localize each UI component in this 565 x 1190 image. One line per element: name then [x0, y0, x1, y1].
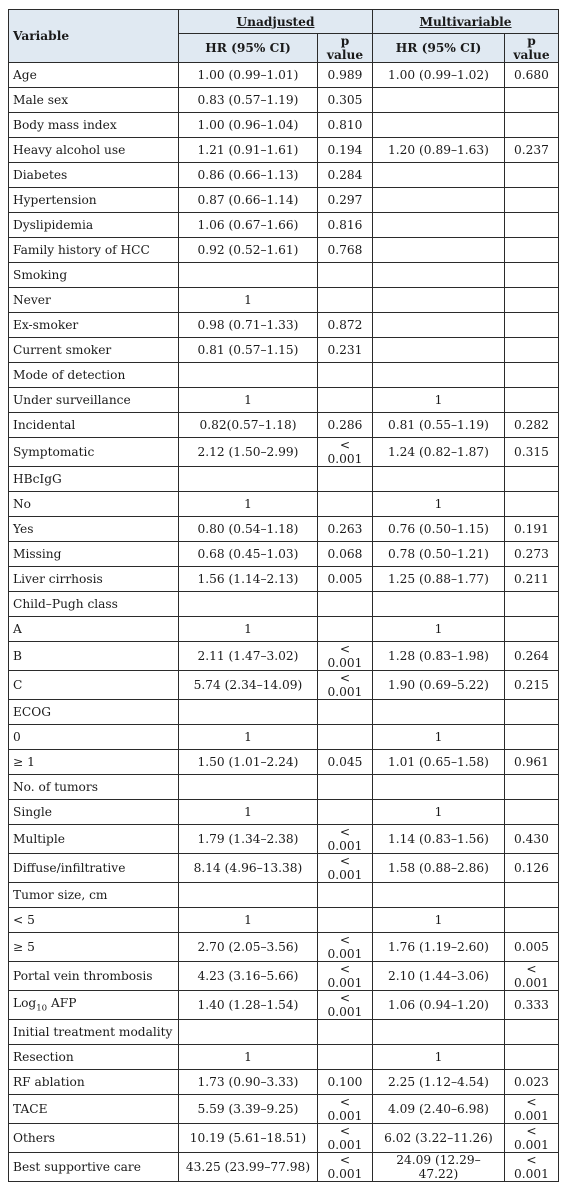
unadjusted-p-cell: < 0.001: [318, 825, 373, 854]
unadjusted-hr-cell: 10.19 (5.61–18.51): [179, 1124, 318, 1153]
table-row: [9, 263, 559, 288]
table-row: [9, 854, 559, 883]
table-row: [9, 775, 559, 800]
variable-header: Variable: [9, 10, 179, 63]
table-row: [9, 1153, 559, 1182]
variable-cell: Single: [9, 800, 179, 825]
table-row: [9, 908, 559, 933]
table-row: [9, 617, 559, 642]
table-row: [9, 492, 559, 517]
multivariable-hr-cell: 2.10 (1.44–3.06): [373, 962, 505, 991]
multivariable-p-cell: [505, 313, 559, 338]
unadjusted-p-cell: 0.768: [318, 238, 373, 263]
hazard-ratio-table: [8, 9, 559, 1182]
variable-cell: Portal vein thrombosis: [9, 962, 179, 991]
variable-cell: ≥ 1: [9, 750, 179, 775]
table-row: [9, 238, 559, 263]
unadjusted-p-cell: < 0.001: [318, 1095, 373, 1124]
variable-cell: Under surveillance: [9, 388, 179, 413]
unadjusted-hr-cell: 1: [179, 725, 318, 750]
multivariable-hr-cell: 1.01 (0.65–1.58): [373, 750, 505, 775]
variable-cell: Diffuse/infiltrative: [9, 854, 179, 883]
variable-cell: RF ablation: [9, 1070, 179, 1095]
multivariable-p-cell: [505, 908, 559, 933]
variable-cell: Resection: [9, 1045, 179, 1070]
multivariable-header-label: Multivariable: [419, 14, 512, 29]
variable-cell: Incidental: [9, 413, 179, 438]
unadjusted-p-cell: < 0.001: [318, 1153, 373, 1182]
multivariable-header: [373, 10, 559, 34]
unadjusted-hr-cell: 5.59 (3.39–9.25): [179, 1095, 318, 1124]
multivariable-hr-cell: 1.28 (0.83–1.98): [373, 642, 505, 671]
table-row: [9, 725, 559, 750]
multivariable-p-cell: 0.273: [505, 542, 559, 567]
unadjusted-hr-cell: 1: [179, 388, 318, 413]
multivariable-hr-cell: 1.06 (0.94–1.20): [373, 991, 505, 1020]
unadjusted-hr-cell: 2.70 (2.05–3.56): [179, 933, 318, 962]
multivariable-hr-cell: 1: [373, 800, 505, 825]
multivariable-hr-cell: 0.78 (0.50–1.21): [373, 542, 505, 567]
unadjusted-p-cell: [318, 1020, 373, 1045]
unadjusted-p-cell: < 0.001: [318, 991, 373, 1020]
table-row: [9, 517, 559, 542]
multivariable-p-cell: [505, 1045, 559, 1070]
multivariable-hr-cell: [373, 775, 505, 800]
unadjusted-p-cell: < 0.001: [318, 962, 373, 991]
unadjusted-p-cell: [318, 725, 373, 750]
multivariable-p-cell: [505, 188, 559, 213]
multivariable-p-cell: [505, 288, 559, 313]
unadjusted-hr-cell: 2.12 (1.50–2.99): [179, 438, 318, 467]
variable-cell: Smoking: [9, 263, 179, 288]
unadjusted-p-cell: < 0.001: [318, 933, 373, 962]
multivariable-p-cell: 0.430: [505, 825, 559, 854]
multivariable-hr-cell: [373, 88, 505, 113]
variable-cell: No. of tumors: [9, 775, 179, 800]
unadjusted-p-cell: 0.305: [318, 88, 373, 113]
multivariable-p-cell: [505, 388, 559, 413]
multivariable-p-cell: 0.126: [505, 854, 559, 883]
table-row: [9, 991, 559, 1020]
multivariable-p-cell: [505, 263, 559, 288]
multivariable-hr-cell: [373, 263, 505, 288]
variable-cell: Multiple: [9, 825, 179, 854]
table-row: [9, 542, 559, 567]
unadjusted-p-cell: [318, 1045, 373, 1070]
variable-cell: ECOG: [9, 700, 179, 725]
multivariable-p-header: p value: [505, 34, 559, 63]
unadjusted-p-cell: 0.045: [318, 750, 373, 775]
table-row: [9, 750, 559, 775]
table-row: [9, 700, 559, 725]
header-row-groups: [9, 10, 559, 34]
multivariable-hr-cell: [373, 313, 505, 338]
unadjusted-hr-cell: 1.00 (0.99–1.01): [179, 63, 318, 88]
multivariable-hr-cell: [373, 238, 505, 263]
multivariable-hr-cell: 0.81 (0.55–1.19): [373, 413, 505, 438]
multivariable-hr-cell: 1.14 (0.83–1.56): [373, 825, 505, 854]
unadjusted-p-header: p value: [318, 34, 373, 63]
unadjusted-p-cell: [318, 263, 373, 288]
unadjusted-hr-cell: 1.06 (0.67–1.66): [179, 213, 318, 238]
multivariable-hr-cell: 1: [373, 908, 505, 933]
multivariable-p-cell: [505, 492, 559, 517]
variable-cell: C: [9, 671, 179, 700]
variable-cell: Never: [9, 288, 179, 313]
unadjusted-p-cell: [318, 288, 373, 313]
table-row: [9, 962, 559, 991]
unadjusted-hr-cell: [179, 1020, 318, 1045]
unadjusted-hr-cell: 1: [179, 617, 318, 642]
unadjusted-p-cell: [318, 363, 373, 388]
variable-cell: Best supportive care: [9, 1153, 179, 1182]
multivariable-p-cell: [505, 238, 559, 263]
unadjusted-p-cell: [318, 617, 373, 642]
multivariable-hr-cell: [373, 288, 505, 313]
multivariable-p-cell: [505, 617, 559, 642]
variable-cell: No: [9, 492, 179, 517]
unadjusted-hr-cell: 1.73 (0.90–3.33): [179, 1070, 318, 1095]
multivariable-p-cell: [505, 725, 559, 750]
table-row: [9, 933, 559, 962]
unadjusted-p-cell: 0.810: [318, 113, 373, 138]
unadjusted-hr-cell: [179, 263, 318, 288]
variable-cell: 0: [9, 725, 179, 750]
unadjusted-p-cell: 0.297: [318, 188, 373, 213]
variable-cell: B: [9, 642, 179, 671]
variable-cell: Child–Pugh class: [9, 592, 179, 617]
table-row: [9, 467, 559, 492]
unadjusted-hr-cell: 1.00 (0.96–1.04): [179, 113, 318, 138]
unadjusted-hr-cell: [179, 700, 318, 725]
multivariable-p-cell: < 0.001: [505, 1153, 559, 1182]
variable-cell: Hypertension: [9, 188, 179, 213]
multivariable-p-cell: [505, 113, 559, 138]
multivariable-p-cell: [505, 467, 559, 492]
unadjusted-hr-cell: 0.80 (0.54–1.18): [179, 517, 318, 542]
multivariable-hr-cell: 24.09 (12.29–47.22): [373, 1153, 505, 1182]
unadjusted-hr-cell: 8.14 (4.96–13.38): [179, 854, 318, 883]
variable-cell: Current smoker: [9, 338, 179, 363]
unadjusted-p-cell: < 0.001: [318, 438, 373, 467]
unadjusted-hr-cell: [179, 592, 318, 617]
unadjusted-p-cell: [318, 775, 373, 800]
unadjusted-header: [179, 10, 373, 34]
unadjusted-hr-cell: 2.11 (1.47–3.02): [179, 642, 318, 671]
unadjusted-hr-cell: [179, 883, 318, 908]
unadjusted-hr-cell: 4.23 (3.16–5.66): [179, 962, 318, 991]
multivariable-p-cell: 0.023: [505, 1070, 559, 1095]
unadjusted-hr-cell: 1: [179, 908, 318, 933]
table-row: [9, 438, 559, 467]
unadjusted-hr-header: HR (95% CI): [179, 34, 318, 63]
unadjusted-p-cell: < 0.001: [318, 854, 373, 883]
multivariable-hr-cell: 1: [373, 725, 505, 750]
table-row: [9, 113, 559, 138]
unadjusted-hr-cell: 0.81 (0.57–1.15): [179, 338, 318, 363]
table-row: [9, 188, 559, 213]
multivariable-hr-cell: [373, 363, 505, 388]
unadjusted-p-cell: [318, 700, 373, 725]
unadjusted-header-label: Unadjusted: [236, 14, 315, 29]
unadjusted-p-cell: [318, 883, 373, 908]
multivariable-p-cell: [505, 213, 559, 238]
table-row: [9, 163, 559, 188]
multivariable-p-cell: [505, 800, 559, 825]
table-row: [9, 338, 559, 363]
multivariable-hr-cell: 1.24 (0.82–1.87): [373, 438, 505, 467]
multivariable-p-cell: [505, 775, 559, 800]
unadjusted-hr-cell: 0.82(0.57–1.18): [179, 413, 318, 438]
multivariable-p-cell: 0.680: [505, 63, 559, 88]
multivariable-hr-cell: [373, 883, 505, 908]
multivariable-p-cell: 0.315: [505, 438, 559, 467]
multivariable-p-cell: 0.961: [505, 750, 559, 775]
table-row: [9, 1070, 559, 1095]
unadjusted-hr-cell: 0.98 (0.71–1.33): [179, 313, 318, 338]
unadjusted-hr-cell: 0.86 (0.66–1.13): [179, 163, 318, 188]
unadjusted-hr-cell: 1.56 (1.14–2.13): [179, 567, 318, 592]
multivariable-p-cell: [505, 163, 559, 188]
variable-cell: Body mass index: [9, 113, 179, 138]
multivariable-p-cell: < 0.001: [505, 962, 559, 991]
multivariable-hr-cell: 1.00 (0.99–1.02): [373, 63, 505, 88]
table-row: [9, 1045, 559, 1070]
multivariable-p-cell: [505, 700, 559, 725]
multivariable-hr-cell: [373, 213, 505, 238]
multivariable-hr-cell: [373, 188, 505, 213]
table-row: [9, 388, 559, 413]
multivariable-hr-cell: 1: [373, 1045, 505, 1070]
table-row: [9, 825, 559, 854]
multivariable-hr-cell: [373, 163, 505, 188]
table-row: [9, 88, 559, 113]
multivariable-p-cell: 0.215: [505, 671, 559, 700]
multivariable-hr-cell: 1.90 (0.69–5.22): [373, 671, 505, 700]
variable-cell: Yes: [9, 517, 179, 542]
unadjusted-p-cell: 0.816: [318, 213, 373, 238]
multivariable-hr-cell: 1.20 (0.89–1.63): [373, 138, 505, 163]
table-row: [9, 1124, 559, 1153]
unadjusted-p-cell: 0.872: [318, 313, 373, 338]
variable-cell: TACE: [9, 1095, 179, 1124]
unadjusted-p-cell: [318, 388, 373, 413]
table-row: [9, 883, 559, 908]
unadjusted-p-cell: 0.068: [318, 542, 373, 567]
variable-cell: HBcIgG: [9, 467, 179, 492]
multivariable-hr-cell: 0.76 (0.50–1.15): [373, 517, 505, 542]
variable-cell: Male sex: [9, 88, 179, 113]
table-row: [9, 567, 559, 592]
multivariable-p-cell: 0.282: [505, 413, 559, 438]
multivariable-hr-cell: 2.25 (1.12–4.54): [373, 1070, 505, 1095]
table-row: [9, 413, 559, 438]
table-body: [9, 63, 559, 1182]
unadjusted-hr-cell: 1: [179, 492, 318, 517]
unadjusted-p-cell: 0.286: [318, 413, 373, 438]
table-row: [9, 213, 559, 238]
variable-cell: A: [9, 617, 179, 642]
multivariable-p-cell: [505, 88, 559, 113]
variable-cell: < 5: [9, 908, 179, 933]
table-row: [9, 1020, 559, 1045]
multivariable-p-cell: 0.211: [505, 567, 559, 592]
table-row: [9, 1095, 559, 1124]
unadjusted-p-cell: [318, 492, 373, 517]
multivariable-p-cell: [505, 1020, 559, 1045]
unadjusted-hr-cell: [179, 775, 318, 800]
unadjusted-hr-cell: 0.68 (0.45–1.03): [179, 542, 318, 567]
multivariable-hr-cell: [373, 1020, 505, 1045]
unadjusted-p-cell: 0.989: [318, 63, 373, 88]
unadjusted-hr-cell: [179, 363, 318, 388]
multivariable-p-cell: [505, 363, 559, 388]
multivariable-p-cell: [505, 338, 559, 363]
multivariable-p-cell: 0.237: [505, 138, 559, 163]
multivariable-hr-cell: 1.76 (1.19–2.60): [373, 933, 505, 962]
unadjusted-hr-cell: 0.87 (0.66–1.14): [179, 188, 318, 213]
variable-cell: Dyslipidemia: [9, 213, 179, 238]
unadjusted-hr-cell: 1: [179, 1045, 318, 1070]
unadjusted-hr-cell: 1.40 (1.28–1.54): [179, 991, 318, 1020]
unadjusted-p-cell: < 0.001: [318, 1124, 373, 1153]
variable-cell: ≥ 5: [9, 933, 179, 962]
multivariable-hr-header: HR (95% CI): [373, 34, 505, 63]
unadjusted-hr-cell: 1.79 (1.34–2.38): [179, 825, 318, 854]
unadjusted-p-cell: [318, 800, 373, 825]
multivariable-p-cell: 0.191: [505, 517, 559, 542]
variable-cell: Log$_{10}$ AFP: [9, 991, 179, 1020]
multivariable-hr-cell: 1: [373, 617, 505, 642]
multivariable-hr-cell: 1: [373, 492, 505, 517]
table-row: [9, 800, 559, 825]
variable-cell: Missing: [9, 542, 179, 567]
unadjusted-hr-cell: 43.25 (23.99–77.98): [179, 1153, 318, 1182]
unadjusted-p-cell: [318, 467, 373, 492]
multivariable-hr-cell: 1: [373, 388, 505, 413]
multivariable-hr-cell: [373, 467, 505, 492]
unadjusted-p-cell: [318, 908, 373, 933]
table-row: [9, 642, 559, 671]
table-row: [9, 63, 559, 88]
multivariable-p-cell: [505, 592, 559, 617]
variable-cell: Heavy alcohol use: [9, 138, 179, 163]
multivariable-hr-cell: 4.09 (2.40–6.98): [373, 1095, 505, 1124]
unadjusted-p-cell: 0.100: [318, 1070, 373, 1095]
unadjusted-hr-cell: 1.21 (0.91–1.61): [179, 138, 318, 163]
unadjusted-hr-cell: 5.74 (2.34–14.09): [179, 671, 318, 700]
unadjusted-hr-cell: 0.92 (0.52–1.61): [179, 238, 318, 263]
variable-cell: Liver cirrhosis: [9, 567, 179, 592]
unadjusted-p-cell: < 0.001: [318, 642, 373, 671]
variable-cell: Family history of HCC: [9, 238, 179, 263]
table-row: [9, 363, 559, 388]
multivariable-p-cell: < 0.001: [505, 1095, 559, 1124]
table-row: [9, 138, 559, 163]
table-row: [9, 313, 559, 338]
multivariable-p-cell: 0.333: [505, 991, 559, 1020]
multivariable-p-cell: [505, 883, 559, 908]
unadjusted-p-cell: < 0.001: [318, 671, 373, 700]
variable-cell: Diabetes: [9, 163, 179, 188]
unadjusted-hr-cell: 0.83 (0.57–1.19): [179, 88, 318, 113]
unadjusted-hr-cell: [179, 467, 318, 492]
unadjusted-p-cell: 0.005: [318, 567, 373, 592]
variable-cell: Symptomatic: [9, 438, 179, 467]
variable-cell: Age: [9, 63, 179, 88]
unadjusted-hr-cell: 1.50 (1.01–2.24): [179, 750, 318, 775]
table-row: [9, 671, 559, 700]
table-row: [9, 288, 559, 313]
multivariable-hr-cell: 6.02 (3.22–11.26): [373, 1124, 505, 1153]
variable-cell: Initial treatment modality: [9, 1020, 179, 1045]
unadjusted-hr-cell: 1: [179, 288, 318, 313]
variable-cell: Ex-smoker: [9, 313, 179, 338]
multivariable-hr-cell: [373, 338, 505, 363]
multivariable-p-cell: 0.264: [505, 642, 559, 671]
unadjusted-hr-cell: 1: [179, 800, 318, 825]
multivariable-p-cell: 0.005: [505, 933, 559, 962]
unadjusted-p-cell: 0.284: [318, 163, 373, 188]
multivariable-hr-cell: 1.25 (0.88–1.77): [373, 567, 505, 592]
unadjusted-p-cell: [318, 592, 373, 617]
variable-cell: Mode of detection: [9, 363, 179, 388]
unadjusted-p-cell: 0.263: [318, 517, 373, 542]
multivariable-hr-cell: [373, 700, 505, 725]
table-row: [9, 592, 559, 617]
unadjusted-p-cell: 0.231: [318, 338, 373, 363]
unadjusted-p-cell: 0.194: [318, 138, 373, 163]
multivariable-hr-cell: [373, 113, 505, 138]
variable-cell: Tumor size, cm: [9, 883, 179, 908]
multivariable-hr-cell: [373, 592, 505, 617]
variable-cell: Others: [9, 1124, 179, 1153]
multivariable-hr-cell: 1.58 (0.88–2.86): [373, 854, 505, 883]
multivariable-p-cell: < 0.001: [505, 1124, 559, 1153]
